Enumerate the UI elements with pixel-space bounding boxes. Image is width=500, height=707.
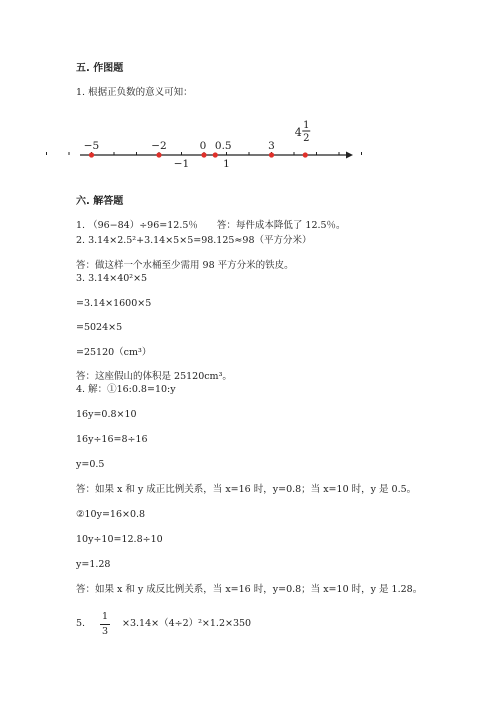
point-dot	[201, 152, 206, 157]
label-mixed-numerator: 1	[303, 120, 310, 131]
answer-line-10: 16y=0.8×10	[76, 409, 137, 420]
question-5-expression: ×3.14×（4÷2）²×1.2×350	[122, 618, 252, 629]
answer-line-6: =5024×5	[76, 322, 123, 333]
label-zero: 0	[199, 140, 207, 152]
answer-line-1: 1. （96−84）÷96=12.5％ 答：每件成本降低了 12.5％。	[76, 220, 346, 231]
point-dot	[303, 152, 308, 157]
answer-line-11: 16y÷16=8÷16	[76, 434, 148, 445]
point-dot	[89, 152, 94, 157]
label-half: 0.5	[214, 140, 232, 152]
answer-line-4: 3. 3.14×40²×5	[76, 273, 148, 284]
label-mixed-whole: 4	[294, 126, 302, 139]
label-three: 3	[268, 140, 275, 152]
answer-line-2: 2. 3.14×2.5²+3.14×5×5=98.125≈98（平方分米）	[76, 235, 312, 246]
answer-line-14: ②10y=16×0.8	[76, 509, 146, 520]
label-mixed-denominator: 2	[303, 133, 310, 144]
question-5-fraction-denominator: 3	[101, 626, 109, 637]
section-title-answers: 六. 解答题	[76, 196, 124, 207]
question-1-text: 1. 根据正负数的意义可知：	[76, 87, 193, 98]
answer-line-3: 答：做这样一个水桶至少需用 98 平方分米的铁皮。	[76, 260, 294, 271]
answer-line-15: 10y÷10=12.8÷10	[76, 534, 163, 545]
question-5-number: 5.	[76, 618, 86, 629]
answer-line-13: 答：如果 x 和 y 成正比例关系，当 x=16 时，y=0.8；当 x=10 时，y 是 0.5。	[76, 484, 417, 495]
point-dot	[269, 152, 274, 157]
label-neg1: −1	[173, 158, 190, 170]
answer-line-12: y=0.5	[76, 459, 105, 470]
answer-line-17: 答：如果 x 和 y 成反比例关系，当 x=16 时，y=0.8；当 x=10 时，y 是 1.28。	[76, 584, 423, 595]
answer-line-5: =3.14×1600×5	[76, 298, 152, 309]
label-neg5: −5	[83, 140, 100, 152]
fraction-bar	[100, 624, 110, 625]
point-dot	[156, 152, 161, 157]
answer-line-9: 4. 解：①16:0.8=10:y	[76, 384, 176, 395]
point-dot	[213, 152, 218, 157]
answer-line-7: =25120（cm³）	[76, 347, 152, 358]
label-neg2: −2	[151, 140, 167, 152]
question-5-fraction-numerator: 1	[101, 611, 109, 622]
answer-line-8: 答：这座假山的体积是 25120cm³。	[76, 371, 232, 382]
label-one: 1	[223, 158, 230, 170]
number-line	[0, 120, 500, 180]
section-title-drawing: 五. 作图题	[76, 63, 124, 74]
arrow-icon	[346, 152, 353, 159]
answer-line-16: y=1.28	[76, 559, 111, 570]
